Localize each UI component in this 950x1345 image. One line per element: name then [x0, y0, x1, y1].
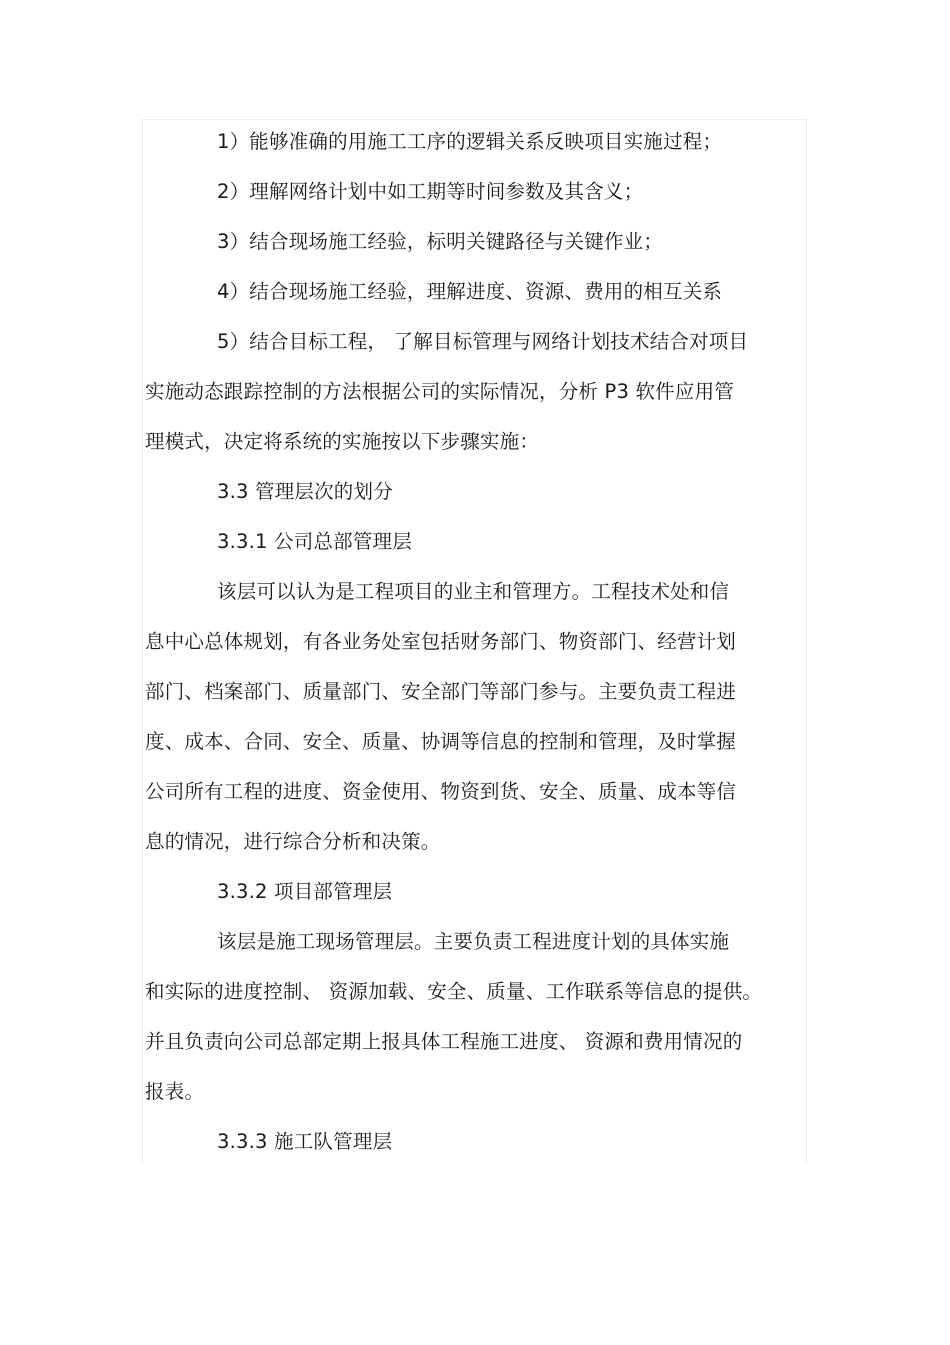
paragraph-line: 实施动态跟踪控制的方法根据公司的实际情况，分析 P3 软件应用管 [145, 380, 734, 403]
section-heading-3-3-3: 3.3.3 施工队管理层 [217, 1130, 393, 1153]
paragraph-line: 部门、档案部门、质量部门、安全部门等部门参与。主要负责工程进 [145, 680, 737, 703]
paragraph-line: 度、成本、合同、安全、质量、协调等信息的控制和管理，及时掌握 [145, 730, 737, 753]
paragraph-line: 该层是施工现场管理层。主要负责工程进度计划的具体实施 [217, 930, 730, 953]
paragraph-line: 理模式，决定将系统的实施按以下步骤实施： [145, 430, 540, 453]
paragraph-line: 公司所有工程的进度、资金使用、物资到货、安全、质量、成本等信 [145, 780, 737, 803]
section-heading-3-3-1: 3.3.1 公司总部管理层 [217, 530, 412, 553]
section-heading-3-3: 3.3 管理层次的划分 [217, 480, 393, 503]
paragraph-line: 并且负责向公司总部定期上报具体工程施工进度、 资源和费用情况的 [145, 1030, 743, 1053]
list-item-5: 5）结合目标工程， 了解目标管理与网络计划技术结合对项目 [217, 330, 749, 353]
paragraph-line: 和实际的进度控制、 资源加载、安全、质量、工作联系等信息的提供。 [145, 980, 763, 1003]
paragraph-line: 息中心总体规划，有各业务处室包括财务部门、物资部门、经营计划 [145, 630, 737, 653]
section-heading-3-3-2: 3.3.2 项目部管理层 [217, 880, 393, 903]
list-item-4: 4）结合现场施工经验，理解进度、资源、费用的相互关系 [217, 280, 723, 303]
list-item-3: 3）结合现场施工经验，标明关键路径与关键作业； [217, 230, 664, 253]
paragraph-line: 该层可以认为是工程项目的业主和管理方。工程技术处和信 [217, 580, 730, 603]
list-item-1: 1）能够准确的用施工工序的逻辑关系反映项目实施过程； [217, 130, 723, 153]
paragraph-line: 息的情况，进行综合分析和决策。 [145, 830, 441, 853]
list-item-2: 2）理解网络计划中如工期等时间参数及其含义； [217, 180, 644, 203]
paragraph-line: 报表。 [145, 1080, 205, 1103]
